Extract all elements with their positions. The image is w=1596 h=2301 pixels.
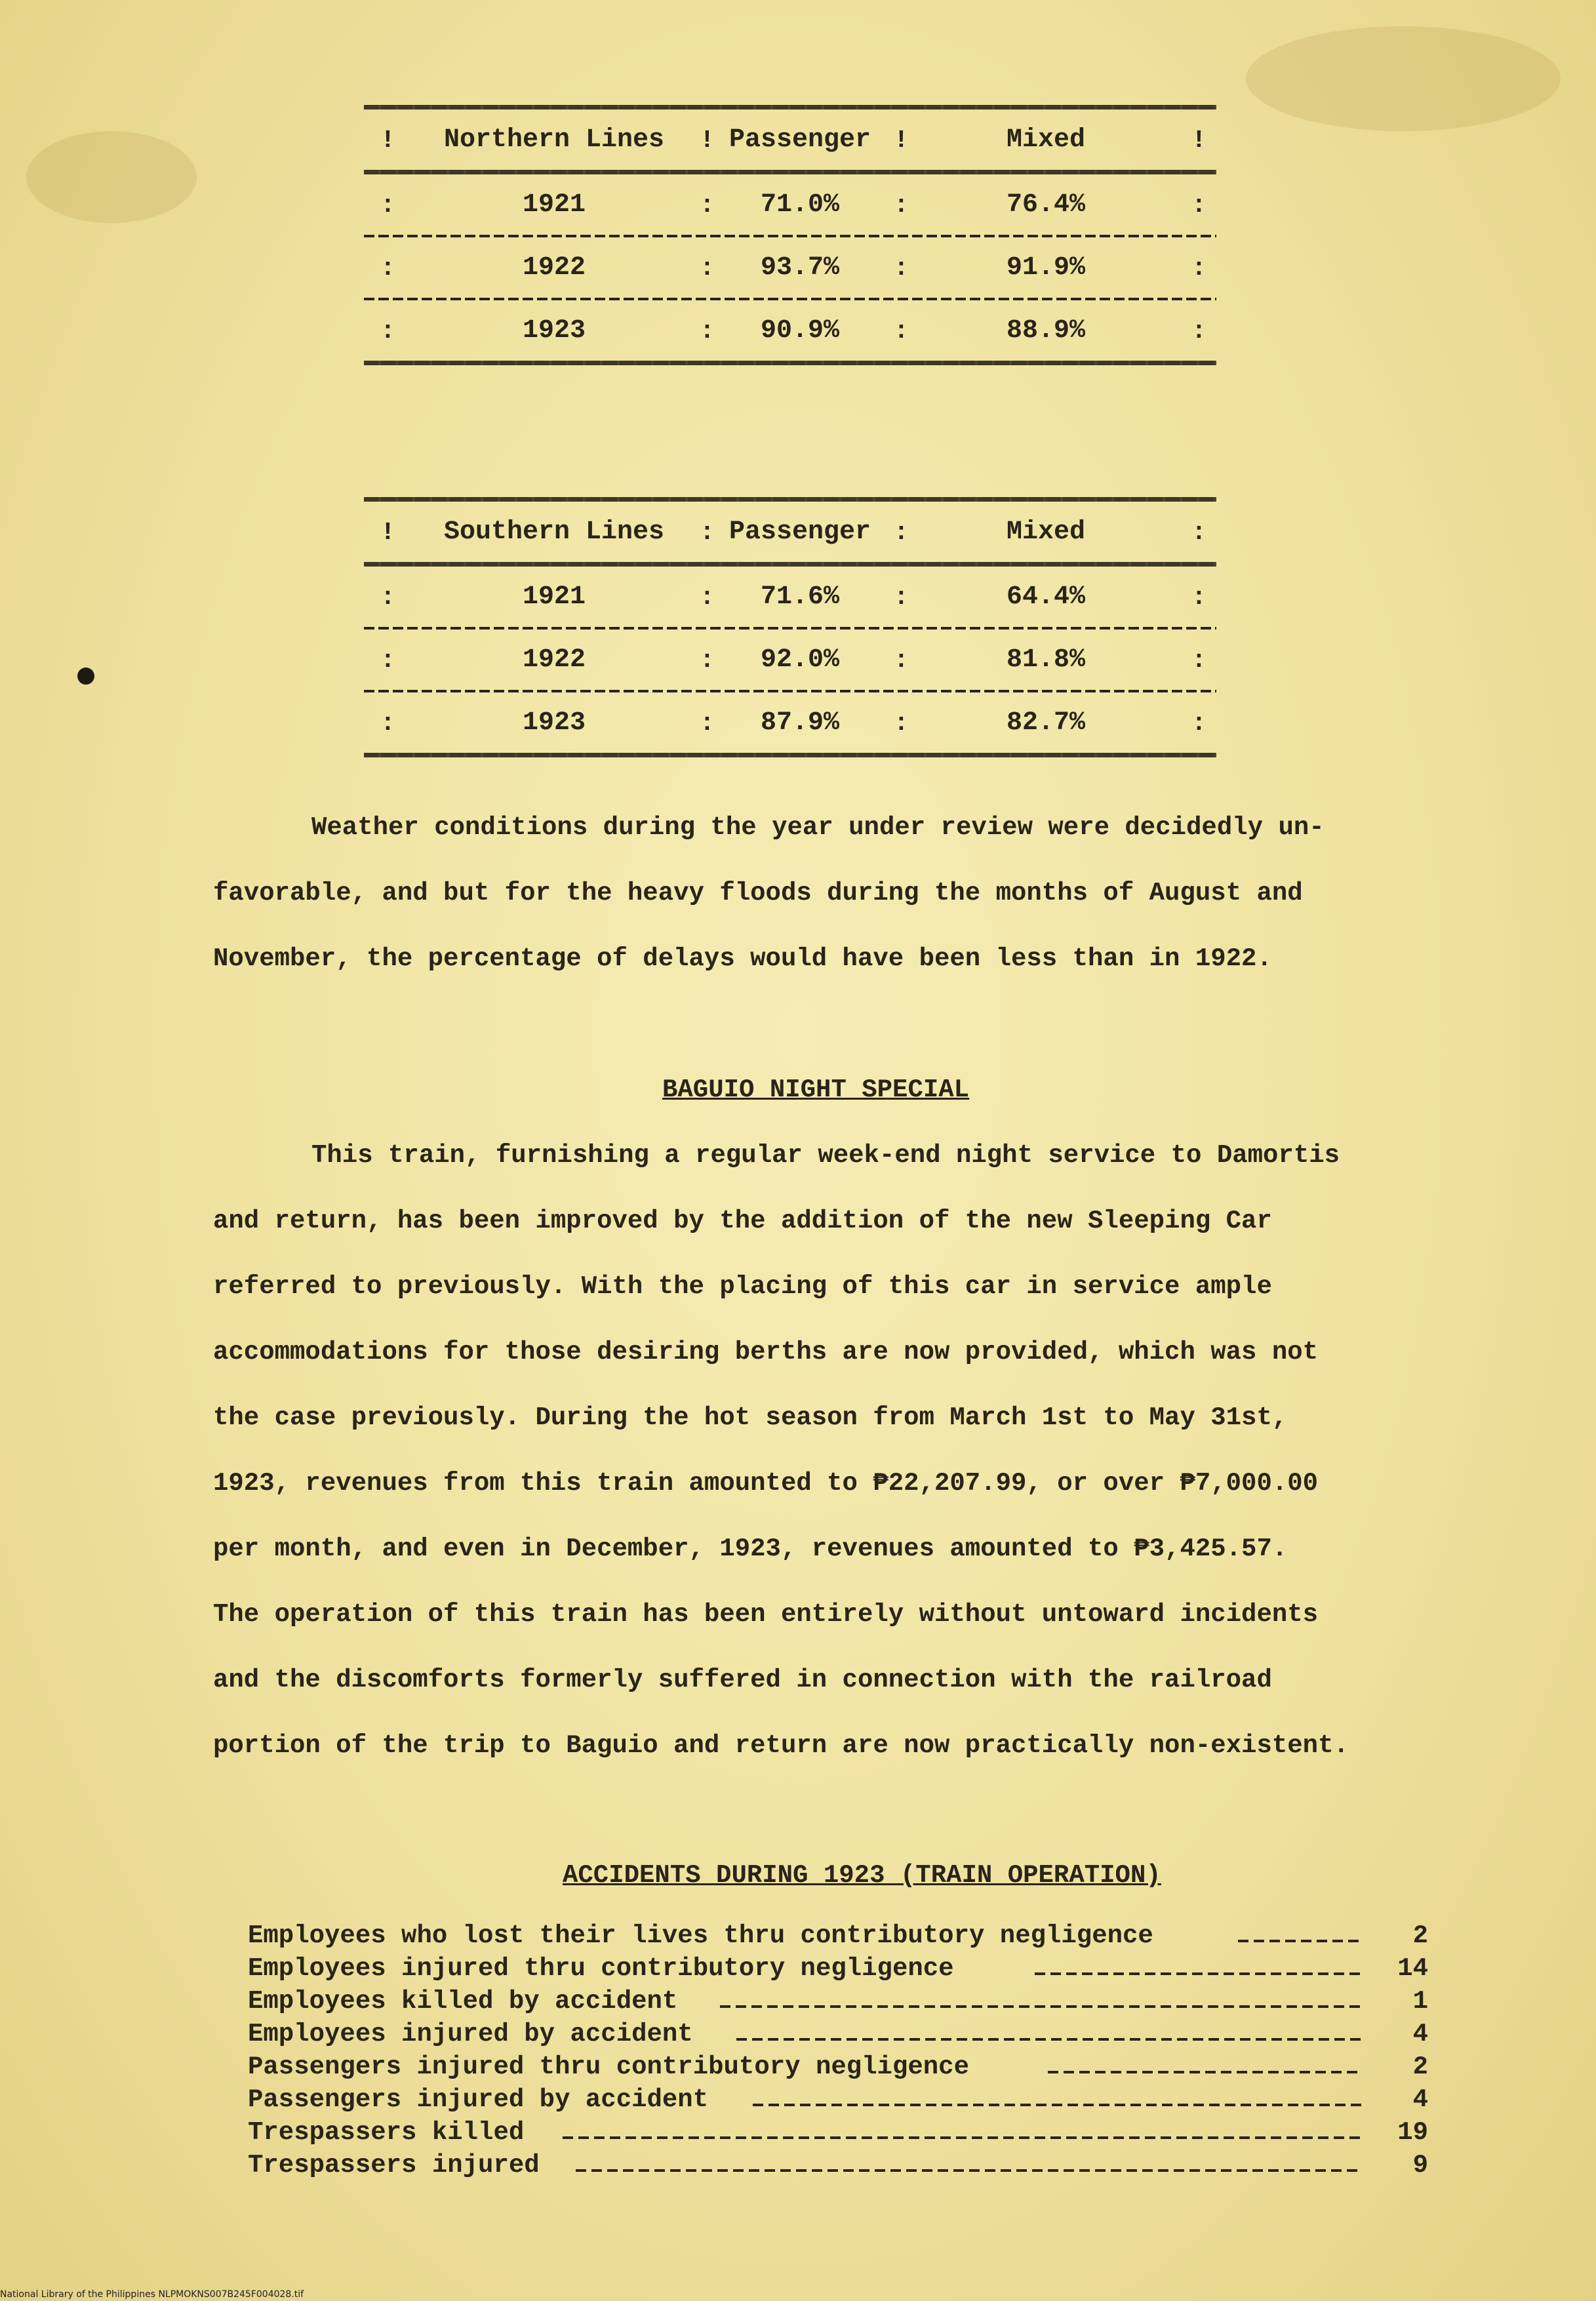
table-row: : 1922 : 93.7% : 91.9% : xyxy=(380,253,1207,283)
paragraph-line: referred to previously. With the placing of this car in service ample xyxy=(213,1272,1272,1301)
table-rule xyxy=(364,361,1216,365)
accident-count: 1 xyxy=(1412,1987,1428,2016)
paragraph-line: and the discomforts formerly suffered in connection with the railroad xyxy=(213,1666,1272,1694)
list-item xyxy=(248,2118,1428,2151)
header-cell: Passenger xyxy=(728,125,871,155)
passenger-cell: 90.9% xyxy=(760,316,840,346)
dash-leader xyxy=(1238,1940,1363,1942)
list-item xyxy=(248,2020,1428,2052)
table-header-row: ! Northern Lines ! Passenger ! Mixed ! xyxy=(380,125,1207,155)
table-row: : 1921 : 71.6% : 64.4% : xyxy=(380,582,1207,612)
header-cell: Southern Lines xyxy=(443,517,665,547)
list-item xyxy=(248,1921,1428,1954)
paragraph-line: 1923, revenues from this train amounted to ₱22,207.99, or over ₱7,000.00 xyxy=(213,1469,1319,1498)
mixed-cell: 76.4% xyxy=(1006,190,1086,220)
passenger-cell: 71.0% xyxy=(760,190,840,220)
list-item xyxy=(248,1954,1428,1987)
accidents-list xyxy=(248,1921,1428,2184)
accident-count: 4 xyxy=(1412,2085,1428,2114)
year-cell: 1922 xyxy=(522,253,586,283)
accident-label: Passengers injured by accident xyxy=(248,2085,709,2114)
mixed-cell: 82.7% xyxy=(1006,708,1086,738)
mixed-cell: 64.4% xyxy=(1006,582,1086,612)
table-row: : 1922 : 92.0% : 81.8% : xyxy=(380,645,1207,675)
table-rule xyxy=(364,753,1216,757)
passenger-cell: 87.9% xyxy=(760,708,840,738)
year-cell: 1923 xyxy=(522,316,586,346)
table-rule xyxy=(364,105,1216,110)
paragraph-line: favorable, and but for the heavy floods during the months of August and xyxy=(213,879,1303,908)
dash-leader xyxy=(1048,2071,1363,2073)
year-cell: 1921 xyxy=(522,582,586,612)
list-item xyxy=(248,2085,1428,2118)
table-row: : 1921 : 71.0% : 76.4% : xyxy=(380,190,1207,220)
table-row: : 1923 : 87.9% : 82.7% : xyxy=(380,708,1207,738)
paragraph-line: The operation of this train has been entirely without untoward incidents xyxy=(213,1600,1319,1629)
accidents-heading: ACCIDENTS DURING 1923 (TRAIN OPERATION) xyxy=(563,1861,1161,1890)
accident-label: Employees killed by accident xyxy=(248,1987,678,2016)
header-cell: Passenger xyxy=(728,517,871,547)
punch-hole-mark xyxy=(77,668,94,685)
paragraph-line: Weather conditions during the year under review were decidedly un- xyxy=(311,813,1325,842)
header-cell: Northern Lines xyxy=(443,125,665,155)
passenger-cell: 93.7% xyxy=(760,253,840,283)
accident-label: Trespassers killed xyxy=(248,2118,525,2147)
scan-footer: National Library of the Philippines NLPMOKNS007B245F004028.tif xyxy=(0,2289,304,2300)
paragraph-line: the case previously. During the hot season from March 1st to May 31st, xyxy=(213,1403,1288,1432)
baguio-heading: BAGUIO NIGHT SPECIAL xyxy=(662,1075,970,1104)
header-cell: Mixed xyxy=(1006,125,1086,155)
paragraph-line: and return, has been improved by the addition of the new Sleeping Car xyxy=(213,1207,1272,1235)
dash-leader xyxy=(720,2005,1363,2008)
southern-lines-table xyxy=(364,497,1216,757)
passenger-cell: 92.0% xyxy=(760,645,840,675)
table-rule xyxy=(364,562,1216,567)
dash-leader xyxy=(1035,1972,1363,1975)
accident-label: Employees who lost their lives thru contributory negligence xyxy=(248,1921,1153,1950)
mixed-cell: 81.8% xyxy=(1006,645,1086,675)
paper-stain xyxy=(1246,26,1561,131)
list-item xyxy=(248,2052,1428,2085)
year-cell: 1923 xyxy=(522,708,586,738)
accident-count: 2 xyxy=(1412,1921,1428,1950)
table-rule xyxy=(364,170,1216,174)
paragraph-line: accommodations for those desiring berths are now provided, which was not xyxy=(213,1338,1319,1367)
list-item xyxy=(248,2151,1428,2184)
paragraph-line: This train, furnishing a regular week-end night service to Damortis xyxy=(311,1141,1340,1170)
dash-leader xyxy=(576,2169,1363,2172)
dash-leader xyxy=(736,2038,1363,2041)
accident-label: Trespassers injured xyxy=(248,2151,540,2180)
mixed-cell: 91.9% xyxy=(1006,253,1086,283)
table-rule xyxy=(364,497,1216,502)
list-item xyxy=(248,1987,1428,2020)
header-cell: Mixed xyxy=(1006,517,1086,547)
paper-stain xyxy=(26,131,197,223)
accident-label: Employees injured thru contributory negligence xyxy=(248,1954,954,1983)
paragraph-line: portion of the trip to Baguio and return are now practically non-existent. xyxy=(213,1731,1349,1760)
northern-lines-table xyxy=(364,105,1216,365)
paragraph-line: per month, and even in December, 1923, revenues amounted to ₱3,425.57. xyxy=(213,1534,1288,1563)
accident-count: 4 xyxy=(1412,2020,1428,2049)
year-cell: 1921 xyxy=(522,190,586,220)
passenger-cell: 71.6% xyxy=(760,582,840,612)
baguio-paragraph xyxy=(213,1123,1459,1778)
accident-label: Passengers injured thru contributory negligence xyxy=(248,2052,969,2081)
mixed-cell: 88.9% xyxy=(1006,316,1086,346)
accident-count: 2 xyxy=(1412,2052,1428,2081)
dash-leader xyxy=(563,2136,1363,2139)
table-header-row: ! Southern Lines : Passenger : Mixed : xyxy=(380,517,1207,547)
table-row: : 1923 : 90.9% : 88.9% : xyxy=(380,316,1207,346)
accident-count: 14 xyxy=(1397,1954,1428,1983)
accident-count: 9 xyxy=(1412,2151,1428,2180)
weather-paragraph xyxy=(213,795,1459,991)
accident-label: Employees injured by accident xyxy=(248,2020,693,2049)
year-cell: 1922 xyxy=(522,645,586,675)
paragraph-line: November, the percentage of delays would have been less than in 1922. xyxy=(213,944,1272,973)
dash-leader xyxy=(753,2104,1363,2106)
accident-count: 19 xyxy=(1397,2118,1428,2147)
